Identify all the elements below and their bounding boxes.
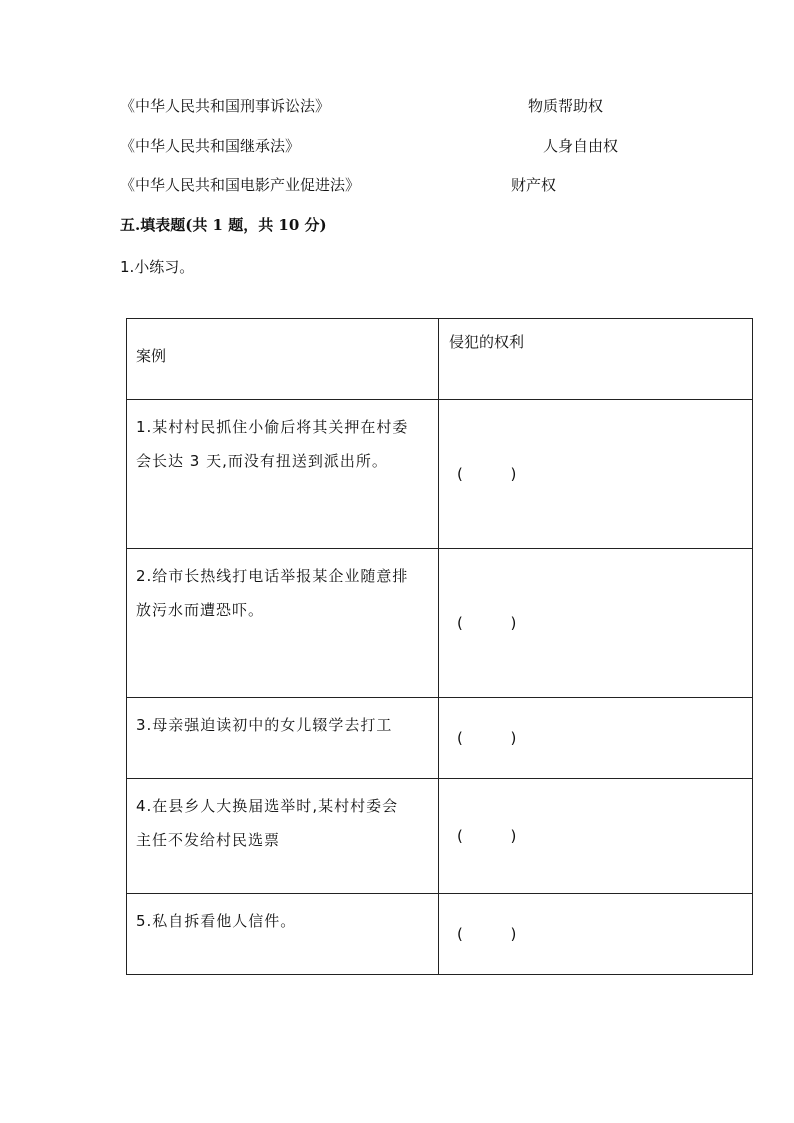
header-case: 案例 <box>136 347 167 365</box>
case-text-3: 3.母亲强迫读初中的女儿辍学去打工 <box>136 716 393 734</box>
answer-blank-2: ( ) <box>457 614 517 632</box>
law-item-1: 《中华人民共和国刑事诉讼法》 <box>120 97 331 115</box>
answer-cell-5[interactable] <box>439 894 753 975</box>
answer-table <box>126 318 753 975</box>
case-text-5: 5.私自拆看他人信件。 <box>136 912 297 930</box>
header-right: 侵犯的权利 <box>449 333 525 351</box>
table-row <box>127 549 753 698</box>
table-row <box>127 779 753 894</box>
table-header-row <box>127 319 753 400</box>
header-case-cell <box>127 319 439 400</box>
answer-cell-4[interactable] <box>439 779 753 894</box>
law-item-3: 《中华人民共和国电影产业促进法》 <box>120 176 361 194</box>
answer-blank-1: ( ) <box>457 465 517 483</box>
table-row <box>127 400 753 549</box>
table-row <box>127 698 753 779</box>
case-text-1: 1.某村村民抓住小偷后将其关押在村委 会长达 3 天,而没有扭送到派出所。 <box>136 418 409 470</box>
answer-cell-1[interactable] <box>439 400 753 549</box>
right-item-1: 物质帮助权 <box>528 97 604 115</box>
table-row <box>127 894 753 975</box>
answer-blank-3: ( ) <box>457 729 517 747</box>
case-text-4: 4.在县乡人大换届选举时,某村村委会 主任不发给村民选票 <box>136 797 399 849</box>
right-item-2: 人身自由权 <box>543 137 619 155</box>
law-item-2: 《中华人民共和国继承法》 <box>120 137 301 155</box>
section-title: 五.填表题(共 1 题，共 10 分) <box>120 216 327 234</box>
question-label: 1.小练习。 <box>120 258 195 276</box>
right-item-3: 财产权 <box>511 176 557 194</box>
answer-cell-2[interactable] <box>439 549 753 698</box>
case-text-2: 2.给市长热线打电话举报某企业随意排 放污水而遭恐吓。 <box>136 567 409 619</box>
answer-blank-5: ( ) <box>457 925 517 943</box>
answer-blank-4: ( ) <box>457 827 517 845</box>
answer-cell-3[interactable] <box>439 698 753 779</box>
header-right-cell <box>439 319 753 400</box>
